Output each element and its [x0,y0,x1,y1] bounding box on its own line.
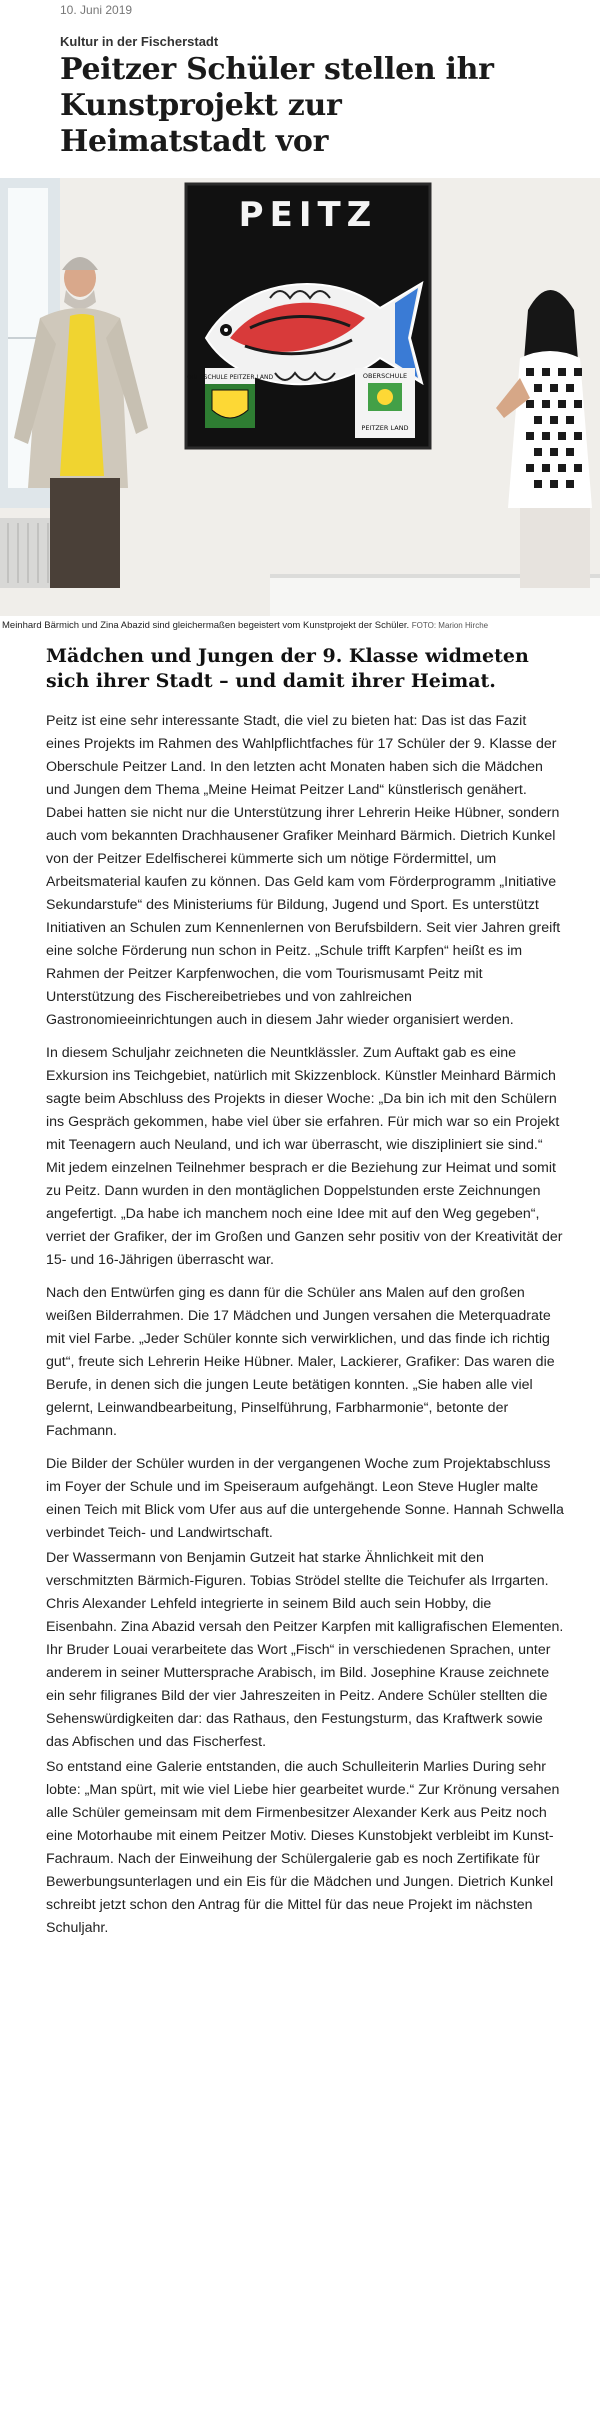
photo-caption [0,620,600,632]
paragraph-5: Der Wassermann von Benjamin Gutzeit hat starke Ähnlichkeit mit den verschmitzten Bärmich-Figuren. Tobias Strödel stellte die Teichufer als Irrgarten. Chris Alexander Lehfeld integrierte in seinem Bild auch sein Hobby, die Eisenbahn. Zina Abazid versah den Peitzer Karpfen mit kalligrafischen Elementen. Ihr Bruder Louai verarbeitete das Wort „Fisch“ in verschiedenen Sprachen, unter anderem in seiner Muttersprache Arabisch, im Bild. Josephine Krause zeichnete ein sehr filigranes Bild der vier Jahreszeiten in Peitz. Andere Schüler stellten die Sehenswürdigkeiten dar: das Rathaus, den Festungsturm, das Kraftwerk sowie das Abfischen und das Fischerfest. [46,1550,564,1750]
article-header [0,0,600,160]
paragraph-1: Peitz ist eine sehr interessante Stadt, die viel zu bieten hat: Das ist das Fazit eines Projekts im Rahmen des Wahlpflichtfaches für 17 Schüler der 9. Klasse der Oberschule Peitzer Land. In den letzten acht Monaten haben sich die Mädchen und Jungen dem Thema „Meine Heimat Peitzer Land“ künstlerisch genähert. Dabei hatten sie nicht nur die Unterstützung ihrer Lehrerin Heike Hübner, sondern auch vom bekannten Drachhausener Grafiker Meinhard Bärmich. Dietrich Kunkel von der Peitzer Edelfischerei kümmerte sich um nötige Fördermittel, um Arbeitsmaterial kaufen zu können. Das Geld kam vom Förderprogramm „Initiative Sekundarstufe“ des Ministeriums für Bildung, Jugend und Sport. Es unterstützt Initiativen an Schulen zum Kennenlernen von Berufsbildern. Seit vier Jahren greift eine solche Förderung nun schon in Peitz. „Schule trifft Karpfen“ heißt es im Rahmen der Peitzer Karpfenwochen, die vom Tourismusamt Peitz mit Unterstützung des Fischereibetriebes und von zahlreichen Gastronomieeinrichtungen auch in diesem Jahr wieder organisiert werden. [46,713,561,1028]
painting-title: PEITZ [238,195,378,235]
emblem-right-top: OBERSCHULE [362,372,408,380]
caption-text: Meinhard Bärmich und Zina Abazid sind gleichermaßen begeistert vom Kunstprojekt der Schüler. [2,620,410,631]
photo-credit: FOTO: Marion Hirche [411,621,489,630]
article-kicker: Kultur in der Fischerstadt [60,34,219,49]
article-body [46,644,564,1950]
article-headline: Peitzer Schüler stellen ihr Kunstprojekt zur Heimatstadt vor [60,52,494,159]
paragraph-3: Nach den Entwürfen ging es dann für die Schüler ans Malen auf den großen weißen Bilderrahmen. Die 17 Mädchen und Jungen versahen die Meterquadrate mit viel Farbe. „Jeder Schüler konnte sich verwirklichen, und das finde ich richtig gut“, freute sich Lehrerin Heike Hübner. Maler, Lackierer, Grafiker: Das waren die Berufe, in denen sich die jungen Leute betätigen konnten. „Sie haben alle viel gelernt, Leinwandbearbeitung, Pinselführung, Farbharmonie“, betonte der Fachmann. [46,1285,555,1439]
publish-date: 10. Juni 2019 [60,3,133,17]
emblem-right-bottom: PEITZER LAND [361,424,409,432]
article-photo [0,178,600,616]
paragraph-6: So entstand eine Galerie entstanden, die auch Schulleiterin Marlies During sehr lobte: „Man spürt, mit wie viel Liebe hier gearbeitet wurde.“ Zur Krönung versahen alle Schüler gemeinsam mit dem Firmenbesitzer Alexander Kerk aus Peitz noch eine Motorhaube mit einem Peitzer Motiv. Dieses Kunstobjekt verbleibt im Kunst-Fachraum. Nach der Einweihung der Schülergalerie gab es noch Zertifikate für Bewerbungsunterlagen und ein Eis für die Mädchen und Jungen. Dietrich Kunkel schreibt jetzt schon den Antrag für die Mittel für das neue Projekt im nächsten Schuljahr. [46,1759,560,1936]
emblem-left-label: OBERSCHULE PEITZER LAND [186,374,274,381]
article-subhead: Mädchen und Jungen der 9. Klasse widmeten sich ihrer Stadt – und damit ihrer Heimat. [46,645,529,692]
paragraph-4: Die Bilder der Schüler wurden in der vergangenen Woche zum Projektabschluss im Foyer der Schule und im Speiseraum aufgehängt. Leon Steve Hugler malte einen Teich mit Blick vom Ufer aus auf die untergehende Sonne. Hannah Schwella verbindet Teich- und Landwirtschaft. [46,1456,564,1541]
paragraph-2: In diesem Schuljahr zeichneten die Neuntklässler. Zum Auftakt gab es eine Exkursion ins Teichgebiet, natürlich mit Skizzenblock. Künstler Meinhard Bärmich sagte beim Abschluss des Projekts in dieser Woche: „Da bin ich mit den Schülern ins Gespräch gekommen, habe viel über sie erfahren. Für mich war so ein Projekt mit Teenagern auch Neuland, und ich war überrascht, wie diszipliniert sie sind.“ Mit jedem einzelnen Teilnehmer besprach er die Beziehung zur Heimat und somit zu Peitz. Dann wurden in den montäglichen Doppelstunden erste Zeichnungen angefertigt. „Da habe ich manchem noch eine Idee mit auf den Weg gegeben“, verriet der Grafiker, der im Großen und Ganzen sehr positiv von der Kreativität der 15- und 16-Jährigen überrascht war. [46,1045,563,1268]
